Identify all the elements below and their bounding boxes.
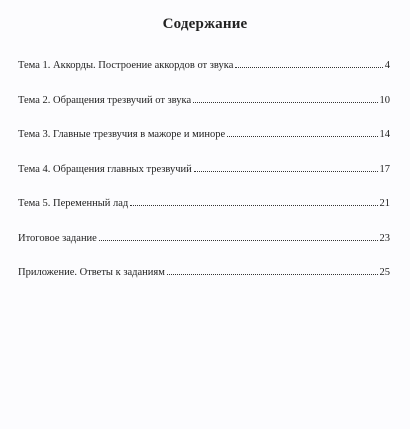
dot-leader: [130, 204, 377, 206]
toc-entry-page-number: 25: [379, 267, 390, 278]
dot-leader: [194, 170, 378, 172]
page-title: Содержание: [162, 16, 248, 32]
toc-entry: [18, 195, 390, 212]
toc-entry-page-number: 4: [384, 60, 390, 71]
dot-leader: [193, 101, 377, 103]
toc-entry-page-number: 10: [379, 94, 390, 106]
dot-leader: [99, 239, 378, 241]
toc-entry: [18, 57, 390, 74]
dot-leader: [227, 135, 377, 137]
table-of-contents: [18, 57, 390, 299]
toc-entry-page-number: 21: [379, 198, 390, 209]
toc-entry-label: Тема 4. Обращения главных трезвучий: [18, 163, 192, 175]
toc-entry: [18, 92, 390, 109]
dot-leader: [235, 66, 382, 68]
toc-entry: [18, 126, 390, 143]
toc-entry-label: Тема 5. Переменный лад: [18, 198, 129, 209]
toc-entry-page-number: 17: [379, 163, 390, 175]
toc-entry: [18, 264, 390, 281]
toc-entry-label: Тема 3. Главные трезвучия в мажоре и миноре: [18, 129, 226, 140]
toc-entry-label: Тема 1. Аккорды. Построение аккордов от звука: [18, 60, 234, 71]
toc-entry-label: Приложение. Ответы к заданиям: [18, 267, 165, 278]
toc-entry-label: Итоговое задание: [18, 232, 97, 244]
toc-entry-page-number: 14: [379, 129, 390, 140]
toc-entry: [18, 230, 390, 247]
dot-leader: [167, 273, 378, 275]
toc-entry-label: Тема 2. Обращения трезвучий от звука: [18, 94, 192, 106]
toc-entry: [18, 161, 390, 178]
toc-entry-page-number: 23: [379, 232, 390, 244]
